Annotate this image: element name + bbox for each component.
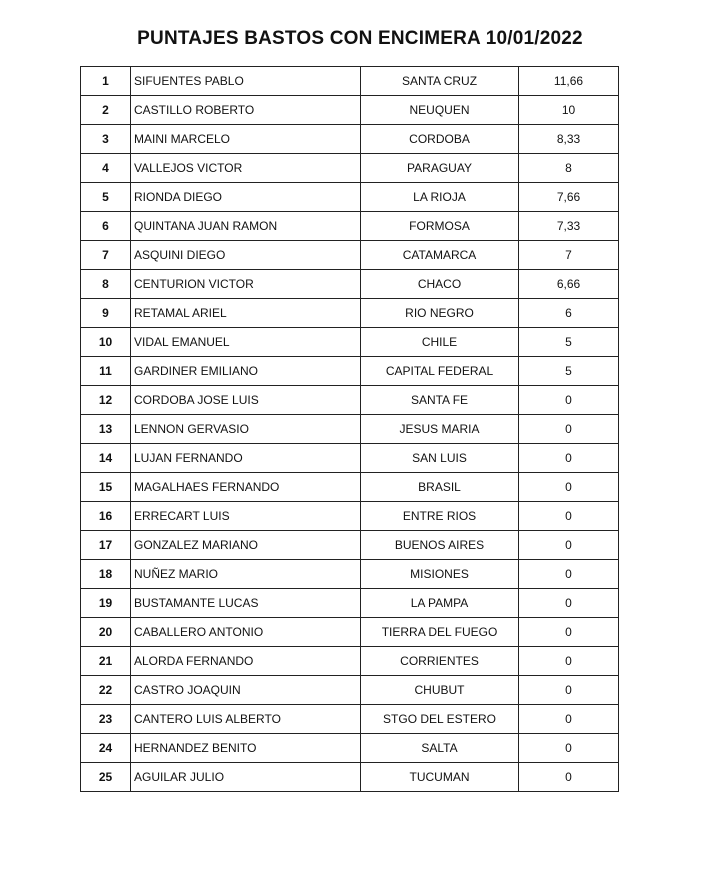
table-row [81,734,619,763]
team-cell: CHUBUT [361,676,519,705]
player-name-cell: VALLEJOS VICTOR [131,154,361,183]
points-cell: 7,33 [519,212,619,241]
points-cell: 6,66 [519,270,619,299]
table-row [81,705,619,734]
player-name-cell: CENTURION VICTOR [131,270,361,299]
rank-cell: 16 [81,502,131,531]
player-name-cell: CANTERO LUIS ALBERTO [131,705,361,734]
points-cell: 0 [519,415,619,444]
rank-cell: 22 [81,676,131,705]
table-row [81,618,619,647]
player-name-cell: RIONDA DIEGO [131,183,361,212]
team-cell: NEUQUEN [361,96,519,125]
points-cell: 7 [519,241,619,270]
rank-cell: 13 [81,415,131,444]
points-cell: 10 [519,96,619,125]
team-cell: ENTRE RIOS [361,502,519,531]
player-name-cell: ASQUINI DIEGO [131,241,361,270]
team-cell: CORRIENTES [361,647,519,676]
team-cell: JESUS MARIA [361,415,519,444]
team-cell: SANTA CRUZ [361,67,519,96]
rank-cell: 10 [81,328,131,357]
table-row [81,241,619,270]
table-row [81,328,619,357]
player-name-cell: ERRECART LUIS [131,502,361,531]
points-cell: 0 [519,618,619,647]
team-cell: LA PAMPA [361,589,519,618]
points-cell: 0 [519,444,619,473]
player-name-cell: ALORDA FERNANDO [131,647,361,676]
points-cell: 7,66 [519,183,619,212]
rank-cell: 20 [81,618,131,647]
team-cell: RIO NEGRO [361,299,519,328]
rank-cell: 9 [81,299,131,328]
rank-cell: 19 [81,589,131,618]
rank-cell: 3 [81,125,131,154]
rank-cell: 21 [81,647,131,676]
player-name-cell: QUINTANA JUAN RAMON [131,212,361,241]
team-cell: MISIONES [361,560,519,589]
team-cell: TIERRA DEL FUEGO [361,618,519,647]
player-name-cell: GARDINER EMILIANO [131,357,361,386]
table-row [81,125,619,154]
player-name-cell: CASTRO JOAQUIN [131,676,361,705]
points-cell: 0 [519,734,619,763]
table-row [81,183,619,212]
table-row [81,386,619,415]
team-cell: CORDOBA [361,125,519,154]
player-name-cell: MAINI MARCELO [131,125,361,154]
player-name-cell: AGUILAR JULIO [131,763,361,792]
table-row [81,560,619,589]
rank-cell: 14 [81,444,131,473]
points-cell: 0 [519,531,619,560]
table-row [81,154,619,183]
rank-cell: 7 [81,241,131,270]
team-cell: BRASIL [361,473,519,502]
team-cell: BUENOS AIRES [361,531,519,560]
scores-table [80,66,619,792]
table-row [81,444,619,473]
points-cell: 0 [519,502,619,531]
points-cell: 0 [519,763,619,792]
player-name-cell: VIDAL EMANUEL [131,328,361,357]
team-cell: CAPITAL FEDERAL [361,357,519,386]
player-name-cell: CABALLERO ANTONIO [131,618,361,647]
team-cell: CHACO [361,270,519,299]
team-cell: CHILE [361,328,519,357]
rank-cell: 23 [81,705,131,734]
rank-cell: 24 [81,734,131,763]
team-cell: FORMOSA [361,212,519,241]
points-cell: 5 [519,328,619,357]
points-cell: 0 [519,386,619,415]
table-row [81,270,619,299]
rank-cell: 12 [81,386,131,415]
page-title: PUNTAJES BASTOS CON ENCIMERA 10/01/2022 [137,28,583,49]
rank-cell: 6 [81,212,131,241]
table-row [81,67,619,96]
rank-cell: 5 [81,183,131,212]
rank-cell: 25 [81,763,131,792]
table-row [81,415,619,444]
player-name-cell: HERNANDEZ BENITO [131,734,361,763]
player-name-cell: LUJAN FERNANDO [131,444,361,473]
player-name-cell: GONZALEZ MARIANO [131,531,361,560]
rank-cell: 17 [81,531,131,560]
points-cell: 0 [519,676,619,705]
table-row [81,763,619,792]
points-cell: 5 [519,357,619,386]
points-cell: 6 [519,299,619,328]
player-name-cell: RETAMAL ARIEL [131,299,361,328]
table-row [81,531,619,560]
points-cell: 0 [519,647,619,676]
table-row [81,647,619,676]
rank-cell: 4 [81,154,131,183]
table-row [81,502,619,531]
team-cell: SAN LUIS [361,444,519,473]
team-cell: SANTA FE [361,386,519,415]
rank-cell: 18 [81,560,131,589]
player-name-cell: CASTILLO ROBERTO [131,96,361,125]
player-name-cell: CORDOBA JOSE LUIS [131,386,361,415]
team-cell: STGO DEL ESTERO [361,705,519,734]
team-cell: CATAMARCA [361,241,519,270]
table-row [81,676,619,705]
scores-table-body [81,67,619,792]
table-row [81,299,619,328]
player-name-cell: MAGALHAES FERNANDO [131,473,361,502]
table-row [81,96,619,125]
rank-cell: 1 [81,67,131,96]
points-cell: 0 [519,589,619,618]
points-cell: 8,33 [519,125,619,154]
team-cell: TUCUMAN [361,763,519,792]
points-cell: 0 [519,560,619,589]
team-cell: SALTA [361,734,519,763]
player-name-cell: SIFUENTES PABLO [131,67,361,96]
cropped-header-remnant [300,0,440,3]
table-row [81,473,619,502]
points-cell: 0 [519,705,619,734]
player-name-cell: NUÑEZ MARIO [131,560,361,589]
player-name-cell: BUSTAMANTE LUCAS [131,589,361,618]
team-cell: PARAGUAY [361,154,519,183]
table-row [81,357,619,386]
rank-cell: 15 [81,473,131,502]
rank-cell: 8 [81,270,131,299]
table-row [81,212,619,241]
rank-cell: 11 [81,357,131,386]
table-row [81,589,619,618]
player-name-cell: LENNON GERVASIO [131,415,361,444]
points-cell: 8 [519,154,619,183]
points-cell: 0 [519,473,619,502]
points-cell: 11,66 [519,67,619,96]
rank-cell: 2 [81,96,131,125]
team-cell: LA RIOJA [361,183,519,212]
